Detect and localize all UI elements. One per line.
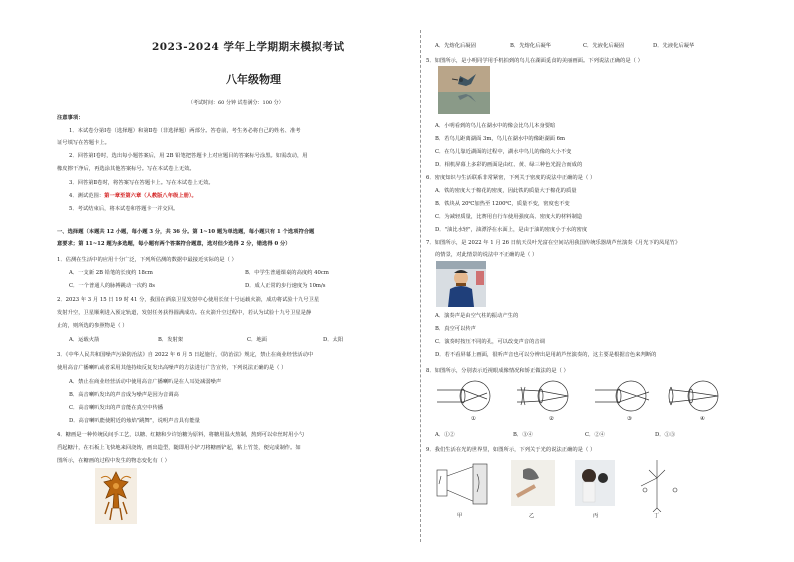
q7-line: 7．如图所示，是 2022 年 1 月 26 日航天员叶光富在空间站用我国传统乐器葫芦丝演奏《月光下的凤尾竹》 [426, 240, 681, 246]
note-line: 1．本试卷分第Ⅰ卷（选择题）和第Ⅱ卷（非选择题）两部分。答卷前，考生务必将自己的姓名、准考 [69, 128, 301, 134]
q3-line: 3．《中华人民共和国噪声污染防治法》自 2022 年 6 月 5 日起施行，《防治法》规定，禁止在商业经营活动中 [57, 352, 314, 358]
right-column [421, 0, 794, 562]
q3-option-c: C．高音喇叭发出的声音能在真空中传播 [69, 405, 164, 411]
q9-fig-label: 丙 [593, 513, 599, 519]
note4-prefix: 4．测试范围： [69, 193, 105, 199]
q8-stem: 8．如图所示，分别表示近视眼成像情况和矫正做法的是（ ） [426, 368, 569, 374]
q8-fig-label: ④ [700, 416, 705, 422]
q8-option-b: B．③④ [513, 432, 533, 438]
q5-option-a: A．小明看到的鸟儿在湖水中的像会比鸟儿本身要暗 [435, 123, 556, 129]
q8-fig-label: ③ [627, 416, 632, 422]
q4-line: 舀起糖汁，在石板上飞快地来回浇铸，画出造型，随即用小铲刀将糖画铲起，粘上竹签，便完成制作。如 [57, 445, 301, 451]
exam-title: 2023-2024 学年上学期期末模拟考试 [152, 41, 345, 53]
q4-option-c: C．先液化后凝固 [583, 43, 625, 49]
section-heading: 意要求；第 11~12 题为多选题，每小题有两个答案符合题意，选对但少选得 2 分，错选得 0 分） [57, 241, 291, 247]
q7-line: 的情景，对此情景的说法中不正确的是（ ） [435, 252, 538, 258]
q6-stem: 6．密度知识与生活联系非常紧密，下列关于密度的说法中正确的是（ ） [426, 175, 596, 181]
q2-option-a: A．运载火箭 [69, 337, 100, 343]
section-heading: 一、选择题（本题共 12 小题，每小题 3 分，共 36 分。第 1~10 题为单选题，每小题只有 1 个选项符合题 [57, 229, 315, 235]
q1-option-c: C．一个普通人的脉搏跳动一次约 8s [69, 283, 155, 289]
q2-line: 发射升空，卫星顺利进入预定轨道，发射任务获得圆满成功。在火箭升空过程中，若认为试验十九号卫星是静 [57, 310, 312, 316]
note-line-4 [69, 193, 197, 200]
q9-fig-label: 甲 [457, 513, 463, 519]
q7-option-d: D．若不看屏幕上画面，很听声音也可以分辨出是用葫芦丝演奏的，这主要是根据音色来判断的 [435, 352, 657, 358]
q3-option-d: D．高音喇叭能使附近的烛焰"跳舞"，说明声音具有能量 [69, 418, 200, 424]
q4-line: 4．糖画是一种传统民间手工艺，以糖、红糖和少许饴糖为原料，将糖用温火熬制，熬到可以牵丝时用小勺 [57, 432, 305, 438]
q8-option-a: A．①② [435, 432, 455, 438]
q2-option-d: D．太阳 [323, 337, 344, 343]
q3-option-a: A．禁止在商业经营活动中使用高音广播喇叭是在人耳处减弱噪声 [69, 379, 222, 385]
q8-fig-label: ② [549, 416, 554, 422]
q3-line: 使用高音广播喇叭或者采用其他持续反复发出高噪声的方法进行广告宣传，下列说法正确的是（ ） [57, 365, 287, 371]
q9-fig-label: 丁 [654, 513, 660, 519]
q6-option-b: B．铁块从 20℃加热至 1200℃，质量不变，密度也不变 [435, 201, 570, 207]
q2-line: 2．2023 年 3 月 15 日 19 时 41 分，我国在酒泉卫星发射中心使用长征十号运载火箭，成功将试验十九号卫星 [57, 297, 320, 303]
q6-option-d: D．"油比水轻"，油漂浮在水面上，是由于油的密度小于水的密度 [435, 227, 588, 233]
q3-option-b: B．高音喇叭发出的声音成为噪声是因为音调高 [69, 392, 179, 398]
q7-option-b: B．真空可以传声 [435, 326, 476, 332]
light-scene-images [435, 456, 725, 512]
q7-option-c: C．演奏时按压不同的孔，可以改变声音的音调 [435, 339, 545, 345]
sugar-painting-photo [95, 468, 137, 524]
note-line: 3．回答第Ⅱ卷时，将答案写在答题卡上。写在本试卷上无效。 [69, 180, 214, 186]
q9-stem: 9．我们生活在光的世界里，如图所示，下列关于光的说法正确的是（ ） [426, 447, 596, 453]
q5-stem: 5．如图所示，是小明同学用手机拍到的鸟儿在湖面觅食的美丽画面。下列说法正确的是（ ） [426, 58, 643, 64]
q2-option-b: B．发射架 [158, 337, 184, 343]
q7-option-a: A．演奏声是由空气柱的振动产生的 [435, 313, 519, 319]
subject-title: 八年级物理 [226, 73, 281, 86]
q2-line: 止的，则所选的参照物是（ ） [57, 323, 128, 329]
q8-option-d: D．①③ [655, 432, 676, 438]
note-line: 5．考试结束后，将本试卷和答题卡一并交回。 [69, 206, 179, 212]
q1-option-b: B．中学生普通课桌的高度约 40cm [245, 270, 329, 276]
notes-heading: 注意事项： [57, 115, 84, 121]
astronaut-photo [436, 261, 486, 307]
q4-option-a: A．先熔化后凝固 [435, 43, 476, 49]
eye-diagram [435, 378, 725, 424]
test-range: 第一章至第六章（人教版八年级上册）。 [104, 193, 197, 199]
q6-option-c: C．为减轻质量，比赛用自行车使用强度高、密度大的材料制造 [435, 214, 583, 220]
note-line: 2．回答第Ⅰ卷时，选出每小题答案后，用 2B 铅笔把答题卡上对应题目的答案标号涂黑。如需改动，用 [69, 153, 308, 159]
q1-stem: 1．估测在生活中的应用十分广泛，下列所估测的数据中最接近实际的是（ ） [57, 257, 237, 263]
q6-option-a: A．铁的密度大于棉花的密度，因此铁的质量大于棉花的质量 [435, 188, 577, 194]
q8-option-c: C．②④ [585, 432, 605, 438]
q5-option-b: B．若鸟儿距离湖面 3m，鸟儿在湖水中的像距湖面 6m [435, 136, 565, 142]
note-line: 橡皮擦干净后，再选涂其他答案标号。写在本试卷上无效。 [57, 166, 195, 172]
q5-option-c: C．在鸟儿靠近湖面的过程中，湖水中鸟儿的像的大小不变 [435, 149, 572, 155]
q5-option-d: D．相机屏幕上多彩的画面是由红、黄、绿三种色光混合而成的 [435, 162, 583, 168]
q4-option-d: D．先液化后凝华 [653, 43, 695, 49]
note-line: 证号填写在答题卡上。 [57, 140, 110, 146]
exam-info: （考试时间：60 分钟 试卷满分：100 分） [188, 100, 284, 106]
q4-line: 图所示，在糖画的过程中发生的物态变化有（ ） [57, 458, 170, 464]
bird-photo [438, 66, 490, 114]
q4-option-b: B．先熔化后凝华 [510, 43, 551, 49]
q1-option-a: A．一支新 2B 铅笔的长度约 18cm [69, 270, 153, 276]
q1-option-d: D．成人正常的步行速度为 10m/s [245, 283, 326, 289]
q2-option-c: C．地面 [247, 337, 267, 343]
q8-fig-label: ① [471, 416, 476, 422]
q9-fig-label: 乙 [529, 513, 535, 519]
